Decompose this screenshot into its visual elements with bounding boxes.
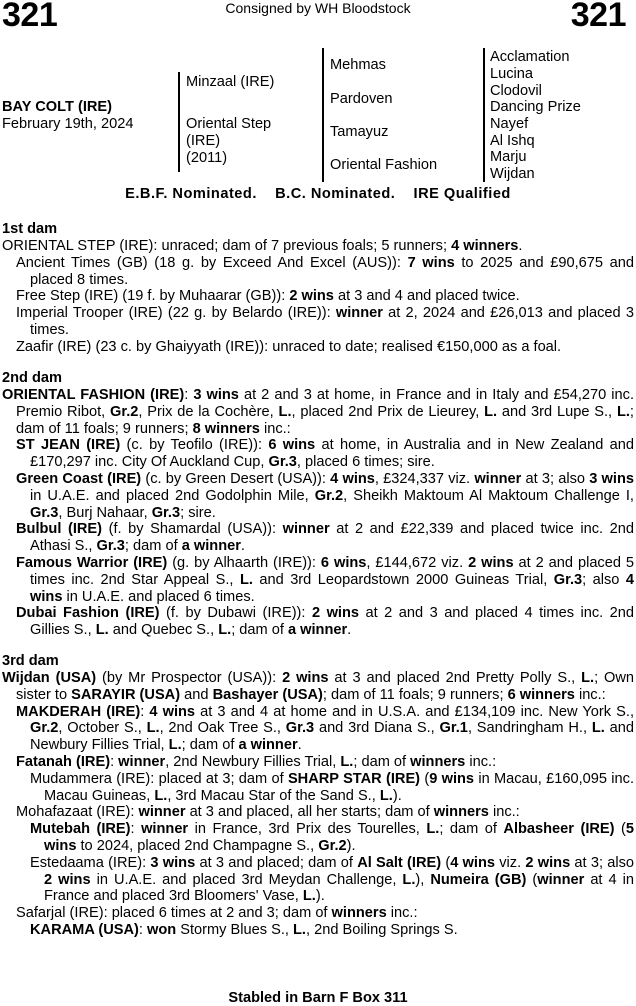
pedigree-entry: Mutebah (IRE): winner in France, 3rd Prix des Tourelles, L.; dam of Albasheer (IRE) (5 wins to 2024, placed 2nd Champagne S., Gr.2). [30,821,634,854]
first-dam-section [2,221,634,356]
pedigree-entry: Ancient Times (GB) (18 g. by Exceed And Excel (AUS)): 7 wins to 2025 and £90,675 and placed 8 times. [16,254,634,288]
pedigree-entry: Wijdan (USA) (by Mr Prospector (USA)): 2 wins at 3 and placed 2nd Pretty Polly S., L.; Own sister to SARAYIR (USA) and Bashayer (USA); dam of 11 foals; 9 runners; 6 winners inc.: [2,670,635,703]
pedigree-entry: Mudammera (IRE): placed at 3; dam of SHARP STAR (IRE) (9 wins in Macau, £160,095 inc. Macau Guineas, L., 3rd Macau Star of the Sand S., L.). [30,770,634,804]
pedigree-entry: Free Step (IRE) (19 f. by Muhaarar (GB)): 2 wins at 3 and 4 and placed twice. [16,288,520,305]
great-7: Wijdan [490,166,535,182]
pedigree-entry: Mohafazaat (IRE): winner at 3 and placed, all her starts; dam of winners inc.: [16,804,520,821]
pedigree-line-1 [178,72,180,172]
pedigree-entry: Imperial Trooper (IRE) (22 g. by Belardo (IRE)): winner at 2, 2024 and £26,013 and placed 3 times. [16,305,634,338]
third-dam-body [2,670,634,939]
lot-number-right: 321 [570,0,626,34]
second-dam-body [2,387,634,639]
pedigree-entry: Famous Warrior (IRE) (g. by Alhaarth (IRE)): 6 wins, £144,672 viz. 2 wins at 2 and placed 5 times inc. 2nd Star Appeal S., L. and 3rd Leopardstown 2000 Guineas Trial, Gr.3; also 4 wins in U.A.E. and placed 6 times. [16,554,635,605]
pedigree-line-3 [483,48,485,182]
second-dam-section [2,370,634,639]
first-dam-heading: 1st dam [2,221,58,237]
dam-line1: Oriental Step [186,116,272,132]
granddam: Oriental Fashion [330,157,438,173]
pedigree-entry: ORIENTAL FASHION (IRE): 3 wins at 2 and 3 at home, in France and in Italy and £54,270 inc. Premio Ribot, Gr.2, Prix de la Cochère, L., placed 2nd Prix de Lieurey, L. and 3rd Lupe S., L.; dam of 11 foals; 9 runners; 8 winners inc.: [2,387,635,437]
first-dam-body [2,238,634,356]
dam-line3: (2011) [186,150,228,166]
great-6: Marju [490,149,527,165]
sire: Minzaal (IRE) [186,74,275,90]
great-4: Nayef [490,116,529,132]
great-0: Acclamation [490,49,570,65]
horse-dob: February 19th, 2024 [2,116,134,132]
horse-name: BAY COLT (IRE) [2,99,113,115]
pedigree-entry: MAKDERAH (IRE): 4 wins at 3 and 4 at home and in U.S.A. and £134,109 inc. New York S., Gr.2, October S., L., 2nd Oak Tree S., Gr.3 and 3rd Diana S., Gr.1, Sandringham H., L. and Newbury Fillies Trial, L.; dam of a winner. [16,703,634,754]
pedigree-entry: Green Coast (IRE) (c. by Green Desert (USA)): 4 wins, £324,337 viz. winner at 3; also 3 wins in U.A.E. and placed 2nd Godolphin Mile, Gr.2, Sheikh Maktoum Al Maktoum Challenge I, Gr.3, Burj Nahaar, Gr.3; sire. [16,470,634,521]
stabling-footer: Stabled in Barn F Box 311 [228,990,408,1006]
pedigree-line-2 [322,48,324,182]
third-dam-heading: 3rd dam [2,653,59,669]
lot-number-left: 321 [2,0,58,34]
great-2: Clodovil [490,83,542,99]
pedigree-entry: Dubai Fashion (IRE) (f. by Dubawi (IRE)): 2 wins at 2 and 3 and placed 4 times inc. 2nd Gillies S., L. and Quebec S., L.; dam of a winner. [16,605,635,639]
pedigree-entry: Zaafir (IRE) (23 c. by Ghaiyyath (IRE)): unraced to date; realised €150,000 as a foal. [16,338,562,355]
pedigree-entry: KARAMA (USA): won Stormy Blues S., L., 2nd Boiling Springs S. [30,921,458,938]
great-1: Lucina [490,66,534,82]
pedigree-entry: Estedaama (IRE): 3 wins at 3 and placed; dam of Al Salt (IRE) (4 wins viz. 2 wins at 3; also 2 wins in U.A.E. and placed 3rd Meydan Challenge, L.), Numeira (GB) (winner at 4 in France and placed 3rd Bloomers' Vase, L.). [30,854,635,905]
second-dam-heading: 2nd dam [2,370,63,386]
dam-line2: (IRE) [186,133,221,149]
third-dam-section [2,653,634,939]
grandsire: Mehmas [330,57,386,73]
pedigree-entry: Fatanah (IRE): winner, 2nd Newbury Fillies Trial, L.; dam of winners inc.: [16,753,497,770]
nominations: E.B.F. Nominated. B.C. Nominated. IRE Qualified [125,186,511,202]
pedigree-entry: Safarjal (IRE): placed 6 times at 2 and 3; dam of winners inc.: [16,905,418,922]
consignor: Consigned by WH Bloodstock [225,0,411,16]
granddam-sire-side: Pardoven [330,91,393,107]
pedigree-entry: Bulbul (IRE) (f. by Shamardal (USA)): winner at 2 and £22,339 and placed twice inc. 2nd Athasi S., Gr.3; dam of a winner. [16,521,634,555]
great-3: Dancing Prize [490,99,581,115]
great-5: Al Ishq [490,133,535,149]
pedigree-entry: ST JEAN (IRE) (c. by Teofilo (IRE)): 6 wins at home, in Australia and in New Zealand and £170,297 inc. City Of Auckland Cup, Gr.3, placed 6 times; sire. [16,437,635,471]
pedigree-entry: ORIENTAL STEP (IRE): unraced; dam of 7 previous foals; 5 runners; 4 winners. [2,238,523,254]
damsire: Tamayuz [330,124,389,140]
